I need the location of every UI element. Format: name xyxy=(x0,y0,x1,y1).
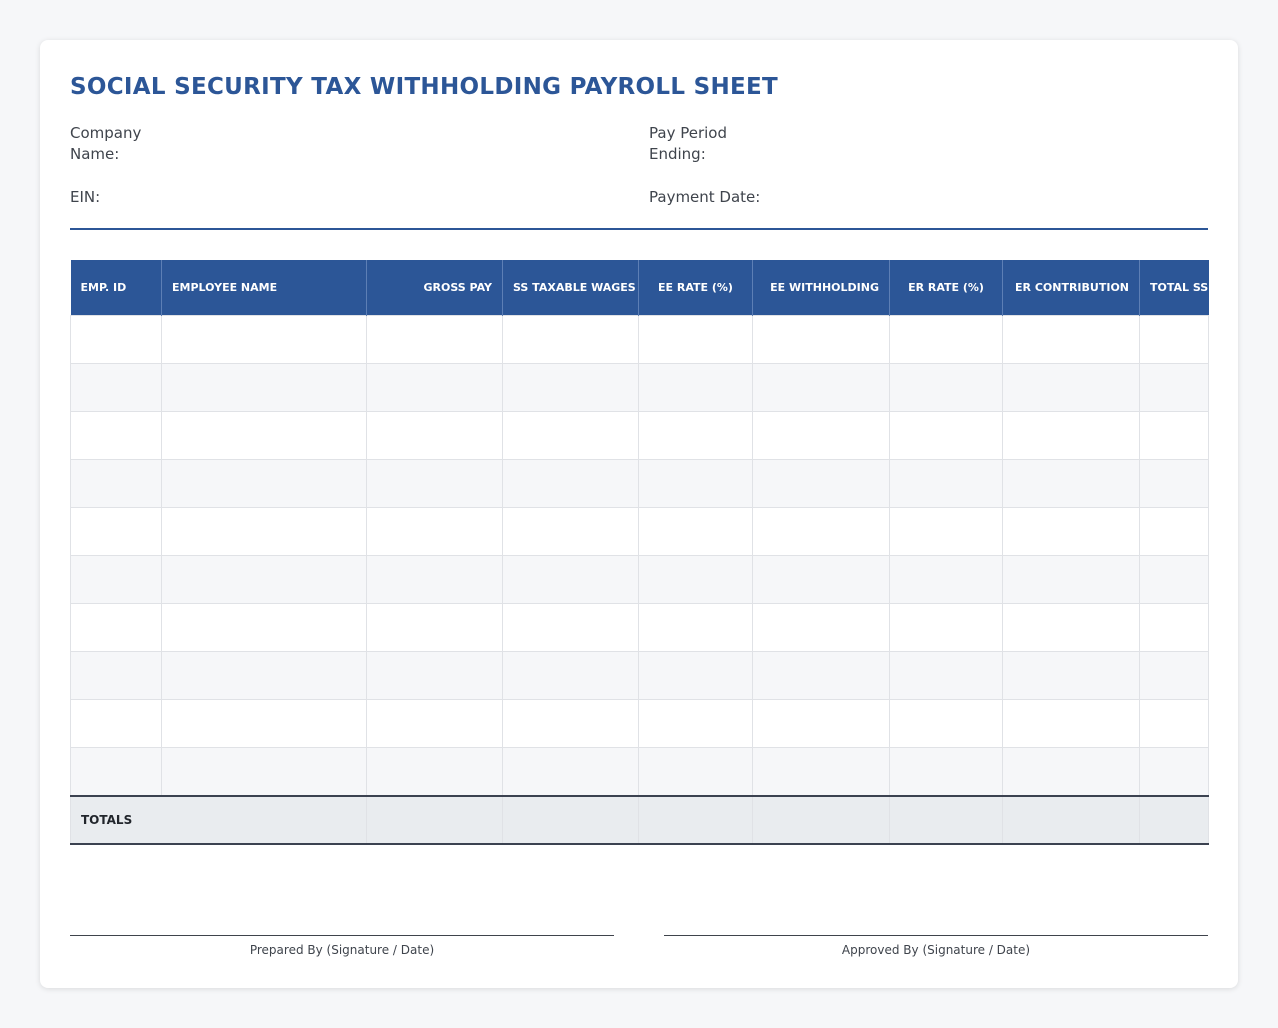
ein-label: EIN: xyxy=(70,188,101,206)
cell-gross-pay[interactable] xyxy=(367,652,503,700)
cell-er-contribution[interactable] xyxy=(1003,460,1140,508)
payroll-table xyxy=(70,260,1236,845)
cell-employee-name[interactable] xyxy=(162,652,367,700)
cell-er-rate[interactable] xyxy=(890,556,1003,604)
approved-by-signature-line[interactable] xyxy=(664,935,1208,936)
cell-employee-name[interactable] xyxy=(162,700,367,748)
table-row xyxy=(71,700,1209,748)
totals-cell-ee-rate[interactable] xyxy=(639,796,753,844)
cell-ee-rate[interactable] xyxy=(639,556,753,604)
cell-emp-id[interactable] xyxy=(71,316,162,364)
cell-employee-name[interactable] xyxy=(162,316,367,364)
cell-ee-rate[interactable] xyxy=(639,508,753,556)
cell-er-rate[interactable] xyxy=(890,508,1003,556)
cell-ee-rate[interactable] xyxy=(639,700,753,748)
cell-ee-withholding[interactable] xyxy=(753,508,890,556)
cell-gross-pay[interactable] xyxy=(367,460,503,508)
prepared-by-label: Prepared By (Signature / Date) xyxy=(249,943,435,957)
col-header-emp-id: EMP. ID xyxy=(71,260,162,316)
cell-ee-rate[interactable] xyxy=(639,652,753,700)
totals-label: TOTALS xyxy=(71,796,367,844)
cell-ss-taxable-wages[interactable] xyxy=(503,556,639,604)
table-row xyxy=(71,460,1209,508)
table-row xyxy=(71,652,1209,700)
cell-ss-taxable-wages[interactable] xyxy=(503,700,639,748)
cell-emp-id[interactable] xyxy=(71,412,162,460)
cell-er-contribution[interactable] xyxy=(1003,700,1140,748)
cell-ee-rate[interactable] xyxy=(639,316,753,364)
cell-ss-taxable-wages[interactable] xyxy=(503,604,639,652)
col-header-ee-rate: EE RATE (%) xyxy=(639,260,753,316)
cell-er-rate[interactable] xyxy=(890,316,1003,364)
approved-by-label: Approved By (Signature / Date) xyxy=(841,943,1031,957)
cell-total-ss-tax[interactable] xyxy=(1140,652,1209,700)
cell-total-ss-tax[interactable] xyxy=(1140,604,1209,652)
table-row xyxy=(71,604,1209,652)
cell-er-rate[interactable] xyxy=(890,604,1003,652)
cell-er-rate[interactable] xyxy=(890,700,1003,748)
table-row xyxy=(71,412,1209,460)
col-header-er-contribution: ER CONTRIBUTION xyxy=(1003,260,1140,316)
cell-emp-id[interactable] xyxy=(71,508,162,556)
cell-er-rate[interactable] xyxy=(890,652,1003,700)
table-row xyxy=(71,316,1209,364)
cell-ss-taxable-wages[interactable] xyxy=(503,412,639,460)
table-body xyxy=(71,316,1209,797)
totals-cell-ss-taxable-wages[interactable] xyxy=(503,796,639,844)
page-title: SOCIAL SECURITY TAX WITHHOLDING PAYROLL SHEET xyxy=(70,74,779,100)
table-row xyxy=(71,364,1209,412)
cell-gross-pay[interactable] xyxy=(367,412,503,460)
cell-er-contribution[interactable] xyxy=(1003,748,1140,797)
totals-cell-ee-withholding[interactable] xyxy=(753,796,890,844)
cell-er-contribution[interactable] xyxy=(1003,556,1140,604)
payment-date-label: Payment Date: xyxy=(649,188,761,206)
cell-er-contribution[interactable] xyxy=(1003,604,1140,652)
cell-total-ss-tax[interactable] xyxy=(1140,412,1209,460)
cell-er-contribution[interactable] xyxy=(1003,412,1140,460)
cell-er-rate[interactable] xyxy=(890,748,1003,797)
col-header-ss-taxable-wages: SS TAXABLE WAGES xyxy=(503,260,639,316)
totals-cell-er-contribution[interactable] xyxy=(1003,796,1140,844)
cell-ss-taxable-wages[interactable] xyxy=(503,508,639,556)
cell-total-ss-tax[interactable] xyxy=(1140,700,1209,748)
cell-ss-taxable-wages[interactable] xyxy=(503,316,639,364)
cell-emp-id[interactable] xyxy=(71,604,162,652)
cell-total-ss-tax[interactable] xyxy=(1140,748,1209,797)
cell-ee-withholding[interactable] xyxy=(753,604,890,652)
cell-er-rate[interactable] xyxy=(890,460,1003,508)
cell-er-contribution[interactable] xyxy=(1003,364,1140,412)
cell-total-ss-tax[interactable] xyxy=(1140,460,1209,508)
cell-ee-withholding[interactable] xyxy=(753,652,890,700)
cell-gross-pay[interactable] xyxy=(367,556,503,604)
pay-period-ending-label: Pay Period Ending: xyxy=(649,124,727,163)
cell-ee-rate[interactable] xyxy=(639,748,753,797)
col-header-employee-name: EMPLOYEE NAME xyxy=(162,260,367,316)
cell-emp-id[interactable] xyxy=(71,460,162,508)
cell-ee-withholding[interactable] xyxy=(753,316,890,364)
cell-total-ss-tax[interactable] xyxy=(1140,556,1209,604)
cell-total-ss-tax[interactable] xyxy=(1140,316,1209,364)
cell-employee-name[interactable] xyxy=(162,364,367,412)
cell-ee-withholding[interactable] xyxy=(753,412,890,460)
cell-employee-name[interactable] xyxy=(162,412,367,460)
cell-er-rate[interactable] xyxy=(890,364,1003,412)
cell-gross-pay[interactable] xyxy=(367,748,503,797)
cell-ee-withholding[interactable] xyxy=(753,556,890,604)
col-header-ee-withholding: EE WITHHOLDING xyxy=(753,260,890,316)
header-divider xyxy=(70,228,1208,230)
totals-cell-er-rate[interactable] xyxy=(890,796,1003,844)
cell-er-contribution[interactable] xyxy=(1003,316,1140,364)
table-row xyxy=(71,748,1209,797)
cell-ss-taxable-wages[interactable] xyxy=(503,652,639,700)
cell-ee-withholding[interactable] xyxy=(753,460,890,508)
cell-ee-rate[interactable] xyxy=(639,460,753,508)
col-header-total-ss-tax: TOTAL SS TAX xyxy=(1140,260,1209,316)
cell-gross-pay[interactable] xyxy=(367,604,503,652)
cell-er-contribution[interactable] xyxy=(1003,508,1140,556)
cell-employee-name[interactable] xyxy=(162,748,367,797)
cell-ss-taxable-wages[interactable] xyxy=(503,460,639,508)
table-row xyxy=(71,556,1209,604)
col-header-gross-pay: GROSS PAY xyxy=(367,260,503,316)
cell-employee-name[interactable] xyxy=(162,556,367,604)
table-row xyxy=(71,508,1209,556)
totals-cell-total-ss-tax[interactable] xyxy=(1140,796,1209,844)
cell-ee-withholding[interactable] xyxy=(753,364,890,412)
cell-emp-id[interactable] xyxy=(71,748,162,797)
cell-employee-name[interactable] xyxy=(162,460,367,508)
table-header-row xyxy=(71,260,1209,316)
prepared-by-signature-line[interactable] xyxy=(70,935,614,936)
cell-emp-id[interactable] xyxy=(71,700,162,748)
cell-er-rate[interactable] xyxy=(890,412,1003,460)
cell-ee-rate[interactable] xyxy=(639,604,753,652)
cell-ss-taxable-wages[interactable] xyxy=(503,364,639,412)
cell-ss-taxable-wages[interactable] xyxy=(503,748,639,797)
cell-emp-id[interactable] xyxy=(71,652,162,700)
cell-gross-pay[interactable] xyxy=(367,316,503,364)
totals-cell-gross-pay[interactable] xyxy=(367,796,503,844)
cell-employee-name[interactable] xyxy=(162,508,367,556)
cell-ee-rate[interactable] xyxy=(639,364,753,412)
cell-emp-id[interactable] xyxy=(71,556,162,604)
cell-ee-rate[interactable] xyxy=(639,412,753,460)
cell-gross-pay[interactable] xyxy=(367,508,503,556)
cell-er-contribution[interactable] xyxy=(1003,652,1140,700)
cell-ee-withholding[interactable] xyxy=(753,748,890,797)
company-name-label: Company Name: xyxy=(70,124,142,163)
cell-gross-pay[interactable] xyxy=(367,700,503,748)
col-header-er-rate: ER RATE (%) xyxy=(890,260,1003,316)
cell-gross-pay[interactable] xyxy=(367,364,503,412)
cell-total-ss-tax[interactable] xyxy=(1140,364,1209,412)
cell-ee-withholding[interactable] xyxy=(753,700,890,748)
cell-emp-id[interactable] xyxy=(71,364,162,412)
payroll-sheet-card xyxy=(40,40,1238,988)
totals-row xyxy=(71,796,1209,844)
cell-total-ss-tax[interactable] xyxy=(1140,508,1209,556)
cell-employee-name[interactable] xyxy=(162,604,367,652)
